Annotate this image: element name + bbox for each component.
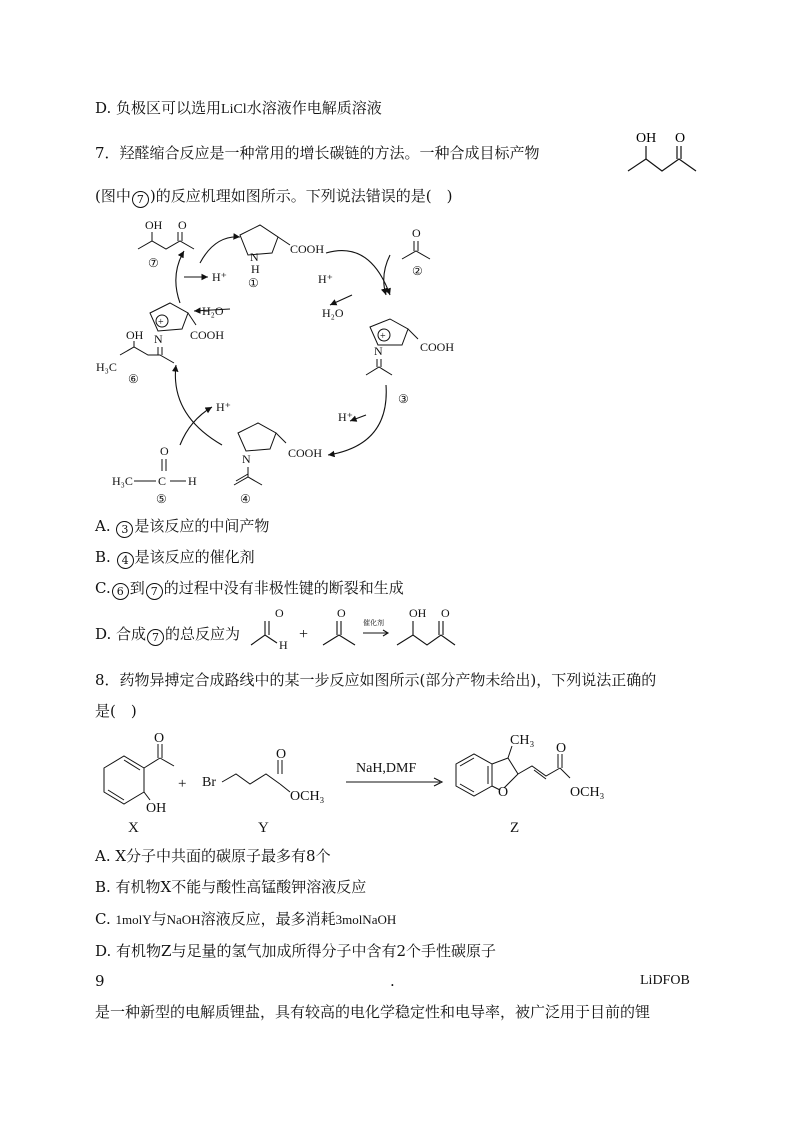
- reagent-label: NaH,DMF: [356, 761, 417, 776]
- q9-line2: 是一种新型的电解质锂盐，具有较高的电化学稳定性和电导率，被广泛用于目前的锂: [95, 1003, 651, 1021]
- svg-text:OH: OH: [409, 606, 427, 620]
- q8-option-a[interactable]: A. X分子中共面的碳原子最多有8个: [95, 847, 331, 865]
- svg-text:O: O: [441, 606, 450, 620]
- svg-text:O: O: [160, 444, 169, 458]
- svg-text:+: +: [158, 317, 164, 328]
- q8-reaction-scheme: [90, 728, 630, 838]
- svg-text:Y: Y: [258, 820, 269, 836]
- svg-text:OH: OH: [126, 328, 144, 342]
- svg-text:H: H: [279, 638, 288, 652]
- plus-sign: +: [178, 776, 187, 792]
- svg-text:OCH₃: OCH₃: [570, 785, 605, 800]
- svg-text:催化剂: 催化剂: [363, 619, 384, 627]
- compound-5: [112, 444, 197, 505]
- svg-text:O: O: [276, 747, 287, 762]
- svg-text:②: ②: [412, 264, 423, 278]
- svg-text:N: N: [154, 332, 163, 346]
- q6-option-d: D. 负极区可以选用LiCl水溶液作电解质溶液: [95, 99, 382, 117]
- svg-text:H₃C: H₃C: [112, 474, 133, 488]
- q8-stem-line1: 8．药物异搏定合成路线中的某一步反应如图所示(部分产物未给出)，下列说法正确的: [95, 671, 657, 689]
- svg-text:④: ④: [240, 492, 251, 505]
- hplus-label-4: H⁺: [216, 400, 231, 414]
- arrow-1-to-3: [326, 251, 390, 295]
- q7-stem-line2: (图中 7 )的反应机理如图所示。下列说法错误的是( ): [95, 187, 453, 206]
- hplus-label-2: H⁺: [318, 272, 333, 286]
- q7-option-c[interactable]: C. 6 到 7 的过程中没有非极性键的断裂和生成: [95, 579, 404, 598]
- svg-text:H₃C: H₃C: [96, 360, 117, 374]
- q7-option-b[interactable]: B. 4 是该反应的催化剂: [95, 548, 255, 567]
- svg-text:X: X: [128, 820, 139, 836]
- compound-1: [240, 225, 324, 290]
- svg-text:OH: OH: [146, 801, 167, 816]
- compound-y: [202, 747, 325, 836]
- q7-option-d-equation: [245, 605, 465, 655]
- q7-option-d[interactable]: D. 合成 7 的总反应为: [95, 625, 241, 644]
- hplus-label-1: H⁺: [212, 270, 227, 284]
- arrow-3-to-4: [328, 385, 386, 455]
- svg-text:COOH: COOH: [288, 446, 323, 460]
- arrow-h2o-out: [330, 295, 352, 305]
- svg-text:O: O: [556, 741, 567, 756]
- svg-text:③: ③: [398, 392, 409, 406]
- svg-text:CH₃: CH₃: [510, 733, 535, 748]
- svg-text:⑥: ⑥: [128, 372, 139, 386]
- svg-text:O: O: [498, 785, 509, 800]
- q9-formula: LiDFOB: [640, 973, 690, 988]
- svg-text:O: O: [178, 218, 187, 232]
- compound-x: [104, 731, 174, 836]
- compound-4: [234, 423, 322, 505]
- q8-option-b[interactable]: B. 有机物X不能与酸性高锰酸钾溶液反应: [95, 878, 367, 896]
- svg-text:⑦: ⑦: [148, 256, 159, 270]
- svg-text:OCH₃: OCH₃: [290, 789, 325, 804]
- svg-text:O: O: [337, 606, 346, 620]
- svg-text:H: H: [251, 262, 260, 276]
- hplus-label-3: H⁺: [338, 410, 353, 424]
- svg-text:N: N: [250, 250, 259, 264]
- compound-z: [456, 733, 605, 836]
- svg-text:O: O: [154, 731, 165, 746]
- svg-text:H: H: [188, 474, 197, 488]
- compound-7: [138, 218, 194, 270]
- svg-text:O: O: [275, 606, 284, 620]
- q8-option-c[interactable]: C. 1molY与NaOH溶液反应，最多消耗3molNaOH: [95, 910, 397, 928]
- svg-text:①: ①: [248, 276, 259, 290]
- h2o-label-1: H₂O: [202, 304, 224, 318]
- arrow-4-to-6: [175, 365, 222, 445]
- compound-2: [402, 226, 430, 278]
- svg-text:+: +: [380, 331, 386, 342]
- svg-text:COOH: COOH: [290, 242, 325, 256]
- q9-dot: .: [390, 972, 395, 990]
- circled-number: 7: [132, 191, 149, 208]
- svg-text:Br: Br: [202, 775, 216, 790]
- q7-target-product-structure: [620, 126, 710, 181]
- svg-text:C: C: [158, 474, 167, 488]
- oh-label: OH: [636, 131, 657, 146]
- svg-text:+: +: [299, 626, 309, 643]
- q7-option-a[interactable]: A. 3 是该反应的中间产物: [95, 517, 270, 536]
- svg-text:OH: OH: [145, 218, 163, 232]
- svg-text:COOH: COOH: [420, 340, 455, 354]
- arrow-5-in: [180, 407, 212, 445]
- svg-text:Z: Z: [510, 820, 520, 836]
- arrow-7-to-1: [200, 237, 240, 263]
- q7-stem-line1: 7．羟醛缩合反应是一种常用的增长碳链的方法。一种合成目标产物: [95, 144, 540, 162]
- svg-text:COOH: COOH: [190, 328, 225, 342]
- svg-text:N: N: [242, 452, 251, 466]
- svg-text:O: O: [412, 226, 421, 240]
- q8-stem-line2: 是( ): [95, 702, 137, 720]
- arrow-2-in: [384, 255, 390, 295]
- o-label: O: [675, 131, 686, 146]
- svg-text:N: N: [374, 344, 383, 358]
- h2o-label-2: H₂O: [322, 306, 344, 320]
- q9-number: 9: [95, 972, 105, 990]
- q7-mechanism-diagram: [90, 215, 470, 505]
- q8-option-d[interactable]: D. 有机物Z与足量的氢气加成所得分子中含有2个手性碳原子: [95, 942, 496, 960]
- svg-text:⑤: ⑤: [156, 492, 167, 505]
- arrow-6-to-7: [176, 251, 184, 303]
- compound-3: [366, 319, 454, 406]
